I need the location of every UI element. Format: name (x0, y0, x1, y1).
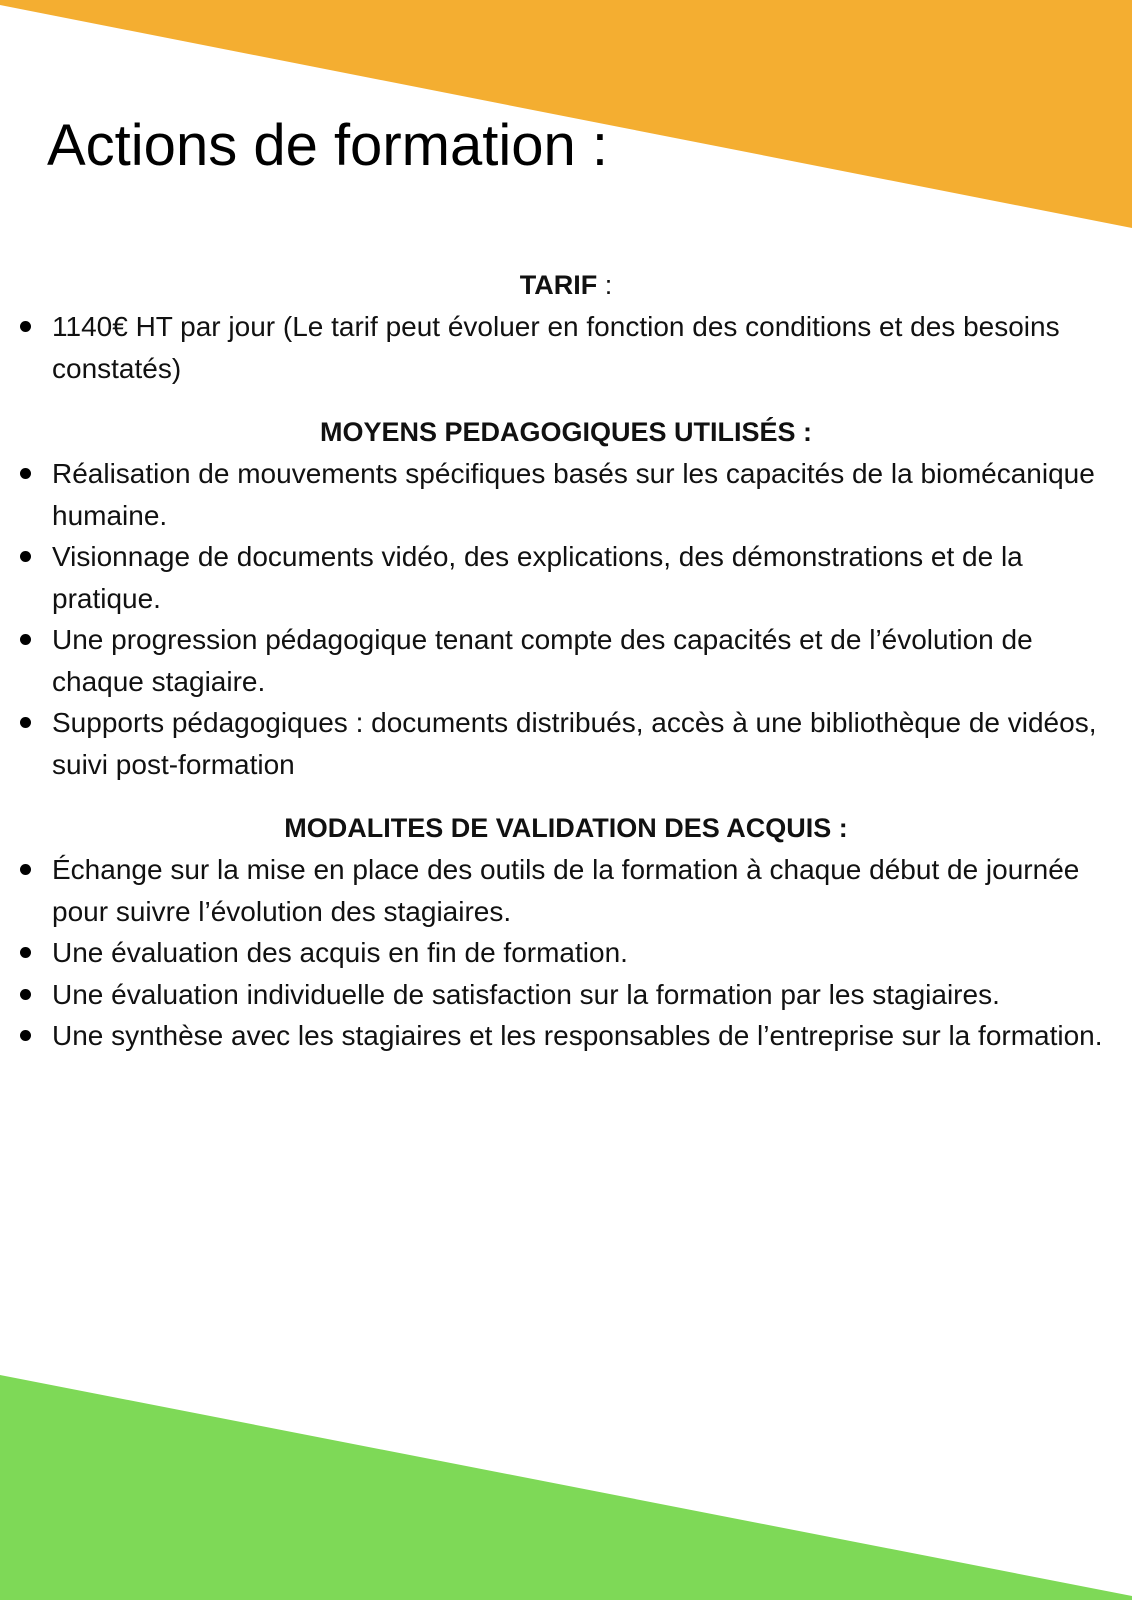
heading-rest: : (597, 270, 613, 300)
list-item (0, 619, 1132, 702)
heading-bold: TARIF (519, 270, 598, 300)
list-item-text: Une évaluation individuelle de satisfaction sur la formation par les stagiaires. (52, 978, 1000, 1010)
content (0, 264, 1132, 1079)
bullet-list (0, 849, 1132, 1057)
bullet-icon (20, 864, 31, 875)
bullet-icon (20, 468, 31, 479)
list-item-text: Visionnage de documents vidéo, des explications, des démonstrations et de la pratique. (52, 541, 1023, 614)
bullet-icon (20, 551, 31, 562)
section-modalites-validation (0, 807, 1132, 1057)
bullet-icon (20, 947, 31, 958)
bullet-icon (20, 1030, 31, 1041)
bullet-icon (20, 321, 31, 332)
list-item-text: Réalisation de mouvements spécifiques basés sur les capacités de la biomécanique humaine. (52, 458, 1095, 531)
list-item (0, 702, 1132, 785)
section-tarif (0, 264, 1132, 389)
list-item (0, 849, 1132, 932)
list-item-text: Une évaluation des acquis en fin de formation. (52, 937, 628, 968)
list-item-text: Supports pédagogiques : documents distribués, accès à une bibliothèque de vidéos, suivi post-formation (52, 707, 1097, 780)
bullet-icon (20, 717, 31, 728)
bullet-list (0, 306, 1132, 389)
page-title: Actions de formation : (47, 113, 608, 178)
list-item (0, 974, 1132, 1016)
list-item (0, 1015, 1132, 1057)
heading-bold: MODALITES DE VALIDATION DES ACQUIS : (284, 813, 848, 843)
bullet-icon (20, 634, 31, 645)
bullet-list (0, 453, 1132, 785)
bullet-icon (20, 989, 31, 1000)
section-heading (0, 411, 1132, 453)
list-item-text: Échange sur la mise en place des outils de la formation à chaque début de journée pour suivre l’évolution des stagiaires. (52, 854, 1080, 927)
section-heading (0, 264, 1132, 306)
list-item-text: 1140€ HT par jour (Le tarif peut évoluer en fonction des conditions et des besoins constatés) (52, 311, 1060, 384)
bottom-green-band (0, 1375, 1132, 1600)
list-item (0, 536, 1132, 619)
section-heading (0, 807, 1132, 849)
list-item-text: Une synthèse avec les stagiaires et les responsables de l’entreprise sur la formation. (52, 1020, 1103, 1051)
heading-bold: MOYENS PEDAGOGIQUES UTILISÉS : (319, 417, 813, 447)
list-item (0, 453, 1132, 536)
list-item (0, 306, 1132, 389)
section-moyens-pedagogiques (0, 411, 1132, 785)
list-item-text: Une progression pédagogique tenant compte des capacités et de l’évolution de chaque stagiaire. (52, 624, 1033, 697)
list-item (0, 932, 1132, 974)
